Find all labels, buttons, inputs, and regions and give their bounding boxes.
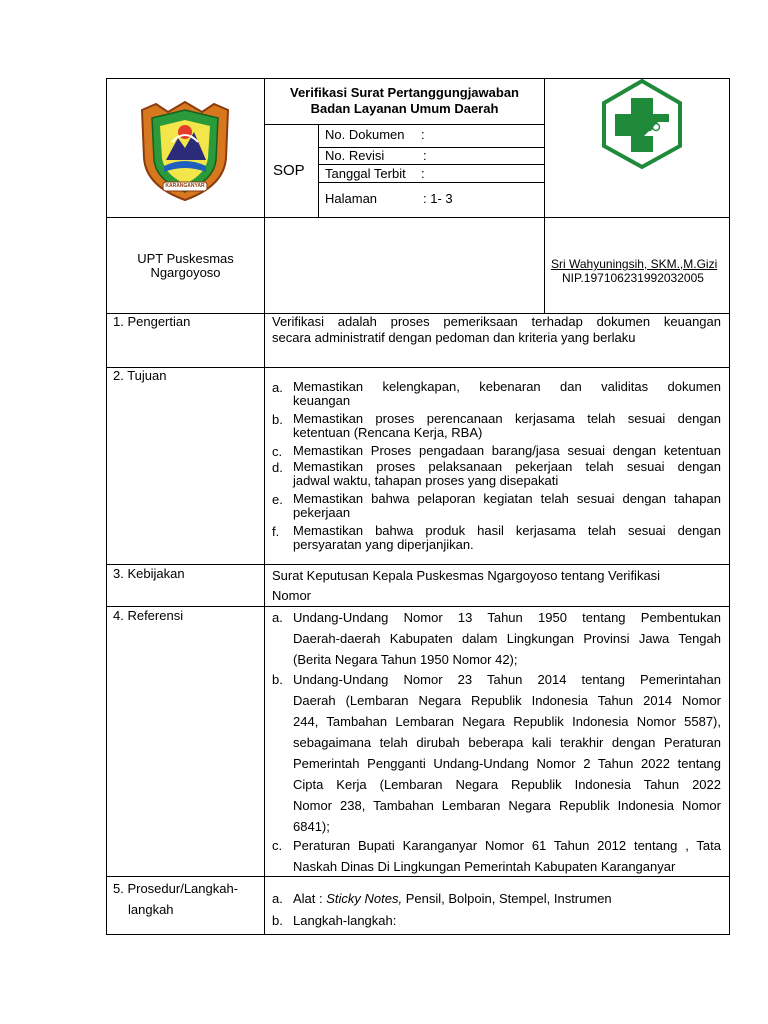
pengertian-line-1: Verifikasi adalah proses pemeriksaan terhadap dokumen keuangan bbox=[272, 314, 721, 329]
referensi-line: Cipta Kerja (Lembaran Negara Republik Indonesia Tahun 2022 bbox=[293, 777, 721, 792]
prosedur-alat bbox=[293, 891, 612, 907]
tujuan-item bbox=[293, 412, 721, 440]
tujuan-item-line-1: Memastikan proses pelaksanaan pekerjaan telah sesuai dengan bbox=[293, 459, 721, 474]
referensi-line: Daerah (Lembaran Negara Republik Indonesia Tahun 2014 Nomor bbox=[293, 693, 721, 708]
prosedur-marker-b: b. bbox=[272, 913, 283, 928]
alat-suffix: Pensil, Bolpoin, Stempel, Instrumen bbox=[402, 891, 612, 906]
referensi-line: Pemerintah Pengganti Undang-Undang Nomor 2 Tahun 2022 tentang bbox=[293, 756, 721, 771]
field-no-revisi-value: : bbox=[423, 148, 427, 163]
tujuan-item bbox=[293, 492, 721, 520]
alat-prefix: Alat : bbox=[293, 891, 327, 906]
signer-name: Sri Wahyuningsih, SKM.,M.Gizi bbox=[551, 257, 718, 271]
referensi-line: Peraturan Bupati Karanganyar Nomor 61 Tahun 2012 tentang , Tata bbox=[293, 838, 721, 853]
crest-caption: KARANGANYAR bbox=[165, 183, 205, 189]
referensi-line: 244, Tambahan Lembaran Negara Republik Indonesia Nomor 5587), bbox=[293, 714, 721, 729]
tujuan-marker: f. bbox=[272, 524, 280, 539]
prosedur-marker-a: a. bbox=[272, 891, 283, 906]
tujuan-item bbox=[293, 380, 721, 408]
prosedur-label-line-1: 5. Prosedur/Langkah- bbox=[113, 881, 239, 896]
document-title bbox=[265, 85, 544, 117]
section-label-prosedur bbox=[113, 878, 238, 920]
referensi-line: sebagaimana telah dirubah beberapa kali terakhir dengan Peraturan bbox=[293, 735, 721, 750]
tujuan-item bbox=[293, 524, 721, 552]
field-no-dokumen-label: No. Dokumen bbox=[325, 127, 405, 142]
prosedur-label-line-2: langkah bbox=[128, 902, 174, 917]
pengertian-line-2: secara administratif dengan pedoman dan kriteria yang berlaku bbox=[272, 330, 636, 345]
referensi-line: (Berita Negara Tahun 1950 Nomor 42); bbox=[293, 652, 518, 667]
referensi-item bbox=[293, 669, 721, 837]
section-label-kebijakan: 3. Kebijakan bbox=[113, 566, 185, 581]
tujuan-marker: a. bbox=[272, 380, 283, 395]
org-line-1: UPT Puskesmas bbox=[137, 251, 234, 266]
section-label-referensi: 4. Referensi bbox=[113, 608, 184, 623]
tujuan-item-line-1: Memastikan bahwa pelaporan kegiatan telah sesuai dengan tahapan bbox=[293, 491, 721, 506]
referensi-line: 6841); bbox=[293, 819, 330, 834]
tujuan-item-line-2: pekerjaan bbox=[293, 505, 351, 520]
tujuan-item bbox=[293, 460, 721, 488]
referensi-line: Naskah Dinas Di Lingkungan Pemerintah Kabupaten Karanganyar bbox=[293, 859, 676, 874]
kebijakan-line-1: Surat Keputusan Kepala Puskesmas Ngargoyoso tentang Verifikasi bbox=[272, 568, 661, 583]
alat-italic: Sticky Notes, bbox=[326, 891, 403, 906]
tujuan-marker: e. bbox=[272, 492, 283, 507]
puskesmas-logo bbox=[596, 78, 688, 170]
field-halaman-label: Halaman bbox=[325, 191, 378, 206]
field-halaman-value: : 1- 3 bbox=[423, 191, 453, 206]
prosedur-langkah: Langkah-langkah: bbox=[293, 913, 397, 928]
tujuan-item-line-1: Memastikan proses perencanaan kerjasama telah sesuai dengan bbox=[293, 411, 721, 426]
tujuan-item-line-2: keuangan bbox=[293, 393, 351, 408]
sop-label: SOP bbox=[273, 162, 305, 179]
referensi-line: Nomor 238, Tambahan Lembaran Negara Republik Indonesia Nomor bbox=[293, 798, 721, 813]
title-line-2: Badan Layanan Umum Daerah bbox=[310, 101, 499, 116]
signer-nip: NIP.197106231992032005 bbox=[562, 271, 704, 285]
referensi-line: Undang-Undang Nomor 23 Tahun 2014 tentang Pemerintahan bbox=[293, 672, 721, 687]
tujuan-item-line-1: Memastikan Proses pengadaan barang/jasa sesuai dengan ketentuan bbox=[293, 443, 721, 458]
referensi-marker: a. bbox=[272, 610, 283, 625]
tujuan-item-line-2: jadwal waktu, tahapan proses yang disepakati bbox=[293, 473, 559, 488]
kebijakan-line-2: Nomor bbox=[272, 588, 312, 603]
tujuan-marker: d. bbox=[272, 460, 283, 475]
field-no-dokumen-value: : bbox=[421, 127, 425, 142]
title-line-1: Verifikasi Surat Pertanggungjawaban bbox=[289, 85, 519, 100]
tujuan-item-line-2: ketentuan (Rencana Kerja, RBA) bbox=[293, 425, 483, 440]
referensi-line: Daerah-daerah Kabupaten dalam Lingkungan Provinsi Jawa Tengah bbox=[293, 631, 721, 646]
field-no-revisi-label: No. Revisi bbox=[325, 148, 385, 163]
tujuan-item-line-1: Memastikan kelengkapan, kebenaran dan validitas dokumen bbox=[293, 379, 721, 394]
kebijakan-text bbox=[272, 566, 721, 606]
tujuan-marker: c. bbox=[272, 444, 283, 459]
tujuan-item-line-1: Memastikan bahwa produk hasil kerjasama telah sesuai dengan bbox=[293, 523, 721, 538]
tujuan-item bbox=[293, 444, 721, 458]
referensi-marker: b. bbox=[272, 672, 283, 687]
tujuan-marker: b. bbox=[272, 412, 283, 427]
organization-name bbox=[107, 252, 264, 280]
referensi-line: Undang-Undang Nomor 13 Tahun 1950 tentang Pembentukan bbox=[293, 610, 721, 625]
field-tanggal-terbit-value: : bbox=[421, 166, 425, 181]
section-label-tujuan: 2. Tujuan bbox=[113, 368, 167, 383]
field-tanggal-terbit-label: Tanggal Terbit bbox=[325, 166, 406, 181]
referensi-marker: c. bbox=[272, 838, 283, 853]
karanganyar-crest-logo bbox=[136, 98, 234, 203]
org-line-2: Ngargoyoso bbox=[150, 265, 221, 280]
tujuan-item-line-2: persyaratan yang diperjanjikan. bbox=[293, 537, 474, 552]
referensi-item bbox=[293, 607, 721, 670]
pengertian-text bbox=[272, 314, 721, 346]
referensi-item bbox=[293, 835, 721, 877]
section-label-pengertian: 1. Pengertian bbox=[113, 314, 191, 329]
